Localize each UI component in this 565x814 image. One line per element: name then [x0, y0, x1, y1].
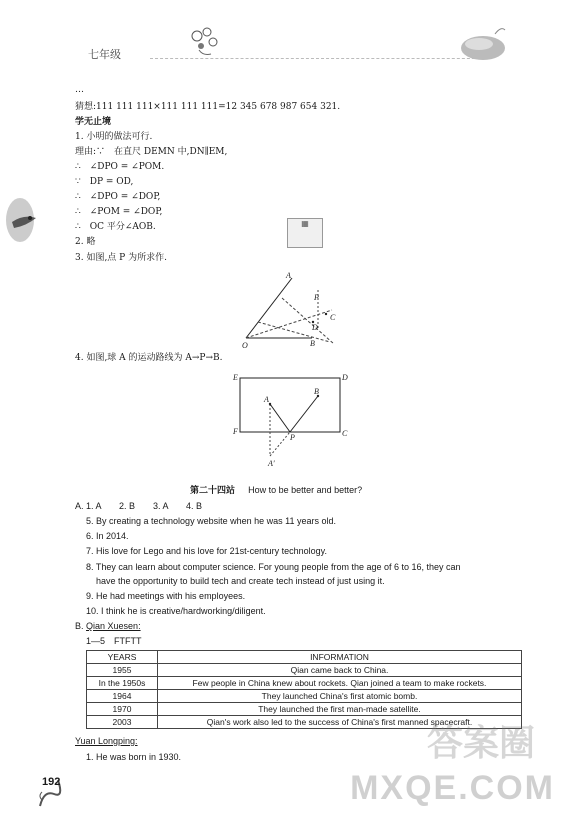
- ray-oa: [246, 278, 292, 338]
- bird-icon: [2, 188, 42, 248]
- path-p-b: [290, 396, 318, 432]
- q2-line: 2. 略: [75, 237, 96, 247]
- ellipsis: …: [75, 85, 84, 95]
- answer-9: 9. He had meetings with his employees.: [86, 591, 246, 601]
- q4-line: 4. 如图,球 A 的运动路线为 A→P→B.: [75, 353, 223, 363]
- grade-label: 七年级: [88, 48, 121, 61]
- point-a: [269, 403, 271, 405]
- proof-line-2: ∴ ∠DPO = ∠POM.: [75, 162, 165, 172]
- answer-8: 8. They can learn about computer science. For young people from the age of 6 to 16, they can: [86, 562, 461, 572]
- title-en: How to be better and better?: [248, 485, 363, 495]
- info-cell: Few people in China knew about rockets. Qian joined a team to make rockets.: [158, 677, 522, 690]
- header-information: INFORMATION: [158, 651, 522, 664]
- answer-8-cont: have the opportunity to build tech and create tech instead of just using it.: [96, 576, 385, 586]
- label-b: B: [314, 387, 319, 396]
- stamp-icon: ▦: [287, 218, 323, 248]
- label-d: D: [312, 323, 318, 332]
- label-a: A: [286, 271, 291, 280]
- label-c: C: [342, 429, 348, 438]
- table-row: [87, 703, 522, 716]
- title-cn: 第二十四站: [190, 486, 236, 496]
- whale-icon: [455, 22, 515, 62]
- path-a2-p: [270, 432, 290, 456]
- watermark-cn: 答案圈: [426, 723, 535, 764]
- b-label: B.: [75, 621, 84, 631]
- q3-line: 3. 如图,点 P 为所求作.: [75, 253, 167, 263]
- point-c: [325, 313, 327, 315]
- info-cell: Qian came back to China.: [158, 664, 522, 677]
- table-row: [87, 677, 522, 690]
- yuan-answer-1: 1. He was born in 1930.: [86, 752, 182, 762]
- label-e: E: [233, 373, 238, 382]
- yuan-label: Yuan Longping:: [75, 736, 138, 746]
- label-p: P: [290, 433, 295, 442]
- header-years: YEARS: [87, 651, 158, 664]
- header-divider: [150, 58, 490, 59]
- label-b: B: [310, 339, 315, 348]
- b-section: [75, 620, 141, 633]
- label-d: D: [342, 373, 348, 382]
- guess-line: 猜想:111 111 111×111 111 111=12 345 678 987 654 321.: [75, 102, 341, 112]
- info-cell: Qian's work also led to the success of China's first manned spacecraft.: [158, 716, 522, 729]
- answer-6: 6. In 2014.: [86, 531, 129, 541]
- proof-line-6: ∴ OC 平分∠AOB.: [75, 222, 156, 232]
- table-header-row: [87, 651, 522, 664]
- label-c: C: [330, 313, 336, 322]
- ruler-edge-2: [282, 298, 334, 344]
- ruler-edge-1: [258, 322, 330, 342]
- flower-icon: [185, 22, 225, 58]
- table-row: [87, 690, 522, 703]
- year-cell: 2003: [87, 716, 158, 729]
- answer-5: 5. By creating a technology website when he was 11 years old.: [86, 516, 336, 526]
- table-row: [87, 664, 522, 677]
- bisector-oc: [246, 310, 332, 338]
- tf-answers: 1—5 FTFTT: [86, 636, 142, 646]
- answer-7: 7. His love for Lego and his love for 21st-century technology.: [86, 546, 327, 556]
- info-cell: They launched China's first atomic bomb.: [158, 690, 522, 703]
- label-a-prime: A′: [268, 459, 275, 468]
- proof-line-5: ∴ ∠POM = ∠DOP,: [75, 207, 163, 217]
- reflection-figure: [228, 370, 358, 468]
- year-cell: 1964: [87, 690, 158, 703]
- year-cell: 1970: [87, 703, 158, 716]
- watermark-en: MXQE.COM: [350, 769, 555, 807]
- angle-bisector-figure: [230, 270, 360, 350]
- q1-line: 1. 小明的做法可行.: [75, 132, 153, 142]
- a-answers: A. 1. A 2. B 3. A 4. B: [75, 501, 203, 511]
- label-p: P: [314, 293, 319, 302]
- answer-10: 10. I think he is creative/hardworking/diligent.: [86, 606, 266, 616]
- proof-line-4: ∴ ∠DPO = ∠DOP,: [75, 192, 161, 202]
- table-rectangle: [240, 378, 340, 432]
- section-title: 学无止境: [75, 117, 112, 127]
- label-a: A: [264, 395, 269, 404]
- proof-line-3: ∵ DP = OD,: [75, 177, 134, 187]
- page-number: 192: [42, 776, 61, 788]
- label-o: O: [242, 341, 248, 350]
- year-cell: 1955: [87, 664, 158, 677]
- proof-line-1: 理由:∵ 在直尺 DEMN 中,DN∥EM,: [75, 147, 228, 157]
- year-cell: In the 1950s: [87, 677, 158, 690]
- label-f: F: [233, 427, 238, 436]
- qian-label: Qian Xuesen:: [86, 621, 141, 631]
- english-title: [190, 478, 362, 498]
- info-cell: They launched the first man-made satellite.: [158, 703, 522, 716]
- path-a-p: [270, 404, 290, 432]
